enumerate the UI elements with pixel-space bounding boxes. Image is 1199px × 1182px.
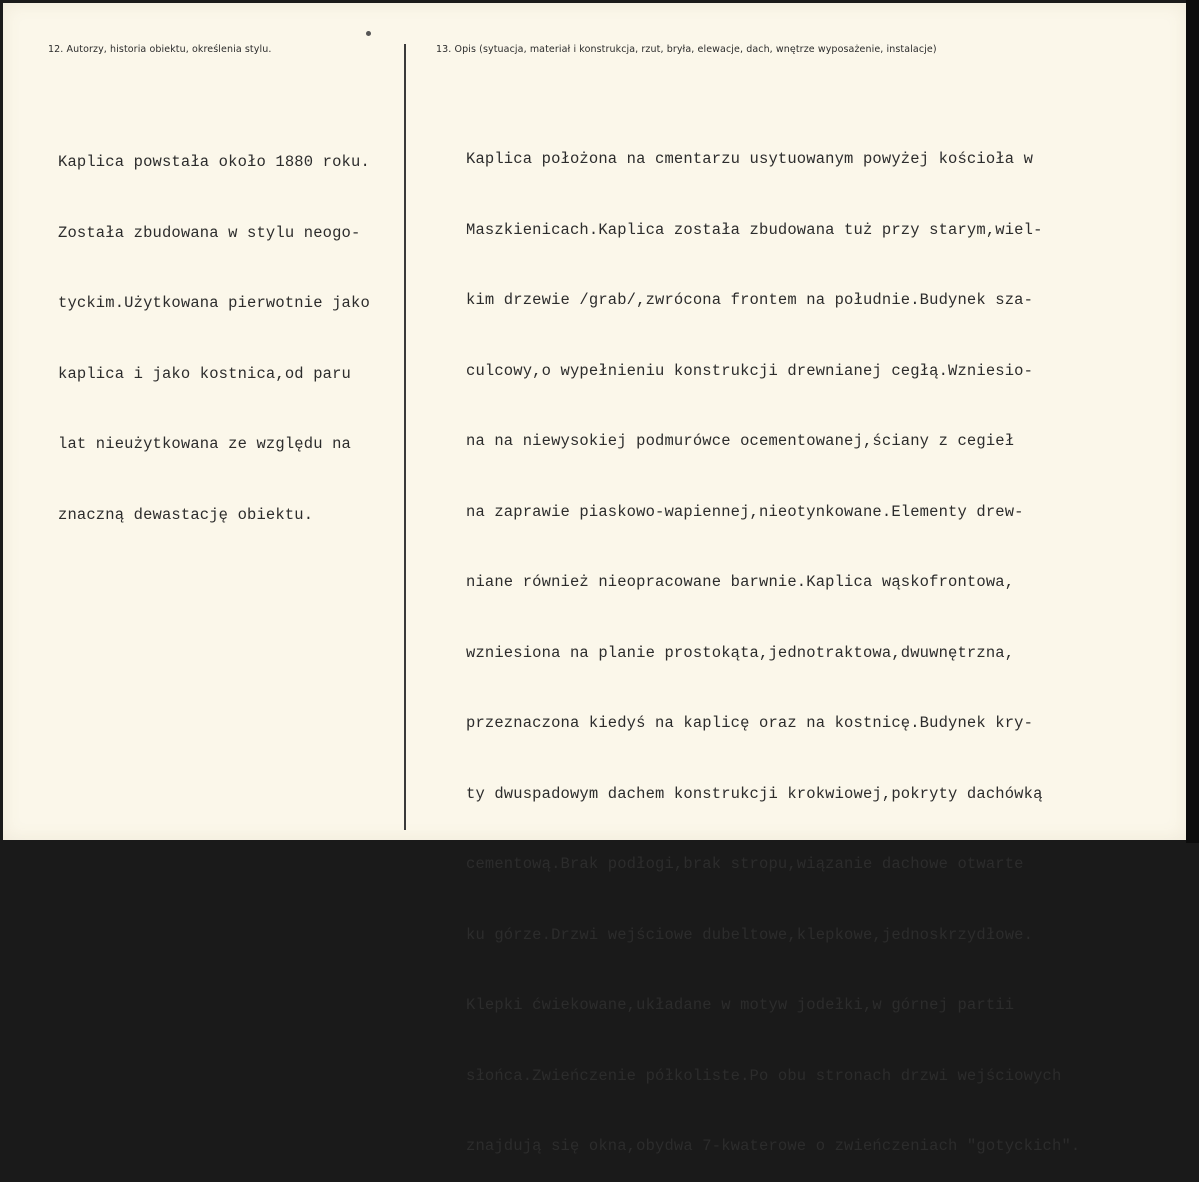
text-line: tyckim.Użytkowana pierwotnie jako	[58, 294, 370, 312]
text-line: znajdują się okna,obydwa 7-kwaterowe o zwieńczeniach "gotyckich".	[466, 1137, 1081, 1155]
text-line: Maszkienicach.Kaplica została zbudowana tuż przy starym,wiel-	[466, 220, 1043, 239]
text-line: Klepki ćwiekowane,układane w motyw jodełki,w górnej partii	[466, 996, 1015, 1014]
scan-edge	[1186, 0, 1199, 843]
field-12-text	[58, 104, 370, 551]
text-line: wzniesiona na planie prostokąta,jednotraktowa,dwuwnętrzna,	[466, 643, 1015, 662]
text-line: cementową.Brak podłogi,brak stropu,wiązanie dachowe otwarte	[466, 855, 1024, 873]
text-line: ty dwuspadowym dachem konstrukcji krokwiowej,pokryty dachówką	[466, 784, 1043, 803]
text-line: kaplica i jako kostnica,od paru	[58, 364, 351, 383]
text-line: słońca.Zwieńczenie półkoliste.Po obu stronach drzwi wejściowych	[466, 1066, 1062, 1085]
text-line: lat nieużytkowana ze względu na	[58, 435, 351, 453]
field-12-label: 12. Autorzy, historia obiektu, określenia stylu.	[48, 44, 272, 55]
field-13-text	[466, 101, 1080, 1182]
text-line: culcowy,o wypełnieniu konstrukcji drewnianej cegłą.Wzniesio-	[466, 361, 1034, 380]
text-line: Została zbudowana w stylu neogo-	[58, 223, 361, 242]
text-line: niane również nieopracowane barwnie.Kaplica wąskofrontowa,	[466, 573, 1015, 591]
text-line: przeznaczona kiedyś na kaplicę oraz na kostnicę.Budynek kry-	[466, 714, 1034, 732]
text-line: kim drzewie /grab/,zwrócona frontem na południe.Budynek sza-	[466, 291, 1034, 309]
text-line: ku górze.Drzwi wejściowe dubeltowe,klepkowe,jednoskrzydłowe.	[466, 925, 1034, 944]
text-line: na zaprawie piaskowo-wapiennej,nieotynkowane.Elementy drew-	[466, 502, 1024, 521]
text-line: Kaplica powstała około 1880 roku.	[58, 153, 370, 171]
column-divider	[404, 44, 406, 830]
ink-dot	[366, 31, 371, 36]
text-line: na na niewysokiej podmurówce ocementowanej,ściany z cegieł	[466, 432, 1015, 450]
text-line: Kaplica położona na cmentarzu usytuowanym powyżej kościoła w	[466, 150, 1034, 168]
field-13-label: 13. Opis (sytuacja, materiał i konstrukcja, rzut, bryła, elewacje, dach, wnętrze wyposażenie, instalacje)	[436, 44, 937, 55]
text-line: znaczną dewastację obiektu.	[58, 505, 314, 524]
